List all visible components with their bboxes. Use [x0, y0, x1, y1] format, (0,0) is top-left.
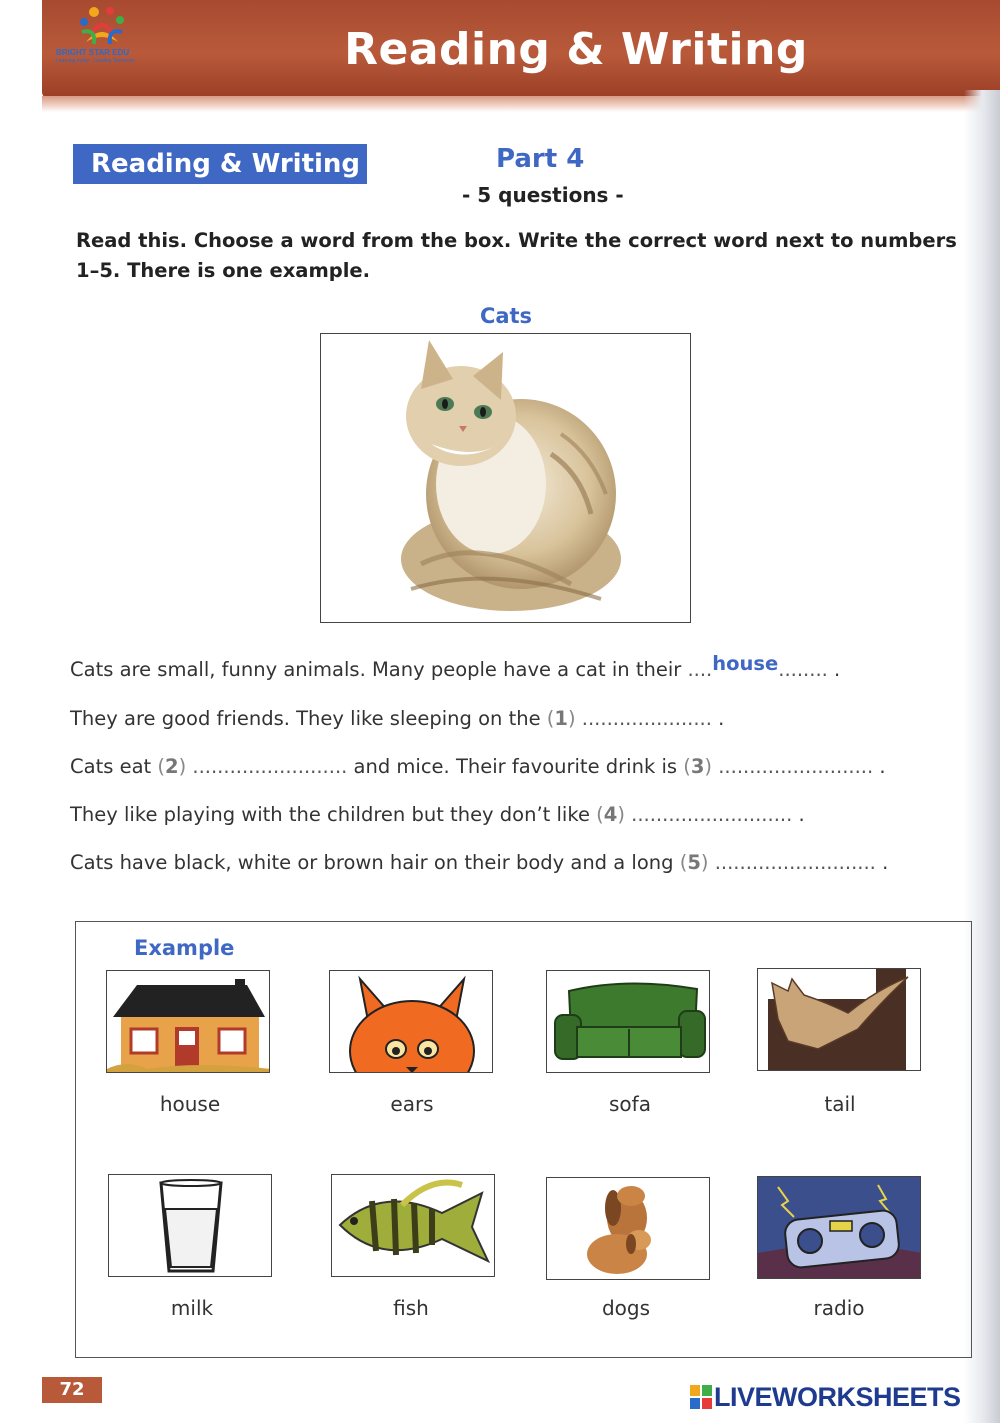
dogs-icon [547, 1178, 710, 1280]
word-ears: ears [390, 1092, 434, 1116]
sofa-icon [547, 971, 710, 1073]
cat-tail-icon [758, 969, 921, 1071]
word-fish: fish [393, 1296, 429, 1320]
question-number: 4 [603, 803, 618, 826]
answer-blank-1[interactable]: ..................... [581, 707, 712, 730]
house-icon [107, 971, 270, 1073]
question-number: 1 [554, 707, 568, 730]
reading-title: Cats [479, 304, 533, 328]
sentence-4: They like playing with the children but they don’t like (4) .......................... . [70, 803, 805, 826]
page-title: Reading & Writing [344, 24, 808, 75]
answer-blank: ........ [778, 658, 828, 681]
question-number: 5 [687, 851, 701, 874]
liveworksheets-brand [690, 1382, 961, 1413]
glass-icon [109, 1175, 272, 1277]
answer-blank-4[interactable]: .......................... [631, 803, 793, 826]
instructions: Read this. Choose a word from the box. Write the correct word next to numbers 1–5. There is one example. [76, 229, 957, 282]
radio-picture [757, 1176, 921, 1279]
word-milk: milk [170, 1296, 214, 1320]
example-answer: house [712, 652, 779, 675]
logo-subtitle: Learning today - Leading Tomorrow [56, 58, 135, 64]
word-radio: radio [813, 1296, 865, 1320]
question-number: 3 [690, 755, 705, 778]
house-picture [106, 970, 270, 1073]
sentence-end: . [792, 803, 805, 826]
tail-picture [757, 968, 921, 1071]
sentence-example [70, 652, 841, 681]
sofa-picture [546, 970, 710, 1073]
answer-blank-5[interactable]: .......................... [714, 851, 876, 874]
section-label: Reading & Writing [73, 144, 367, 184]
answer-blank-3[interactable]: ......................... [718, 755, 874, 778]
fish-picture [331, 1174, 495, 1277]
dogs-picture [546, 1177, 710, 1280]
part-subtitle: - 5 questions - [462, 183, 624, 207]
sentence-2-3: Cats eat (2) ......................... and mice. Their favourite drink is (3) ......................... . [70, 755, 886, 778]
sentence-end: . [875, 851, 889, 874]
cat-ears-icon [330, 971, 493, 1073]
question-number: 2 [164, 755, 179, 778]
cat-picture [320, 333, 691, 623]
logo-text: BRIGHT STAR EDU [56, 48, 130, 57]
word-sofa: sofa [609, 1092, 651, 1116]
example-label: Example [134, 936, 235, 960]
sentence-text: and mice. Their favourite drink is [347, 755, 684, 778]
page-number: 72 [42, 1377, 102, 1403]
sentence-end: . [827, 658, 841, 681]
ears-picture [329, 970, 493, 1073]
sentence-5: Cats have black, white or brown hair on their body and a long (5) .......................... . [70, 851, 889, 874]
sentence-text: Cats are small, funny animals. Many people have a cat in their [70, 658, 688, 681]
sentence-1: They are good friends. They like sleeping on the (1) ..................... . [70, 707, 725, 730]
sentence-end: . [711, 707, 725, 730]
word-dogs: dogs [601, 1296, 651, 1320]
radio-icon [758, 1177, 921, 1279]
part-title: Part 4 [496, 144, 585, 174]
sentence-end: . [873, 755, 886, 778]
answer-blank: .... [687, 658, 713, 681]
answer-blank-2[interactable]: ......................... [192, 755, 348, 778]
sentence-text: Cats have black, white or brown hair on their body and a long [70, 851, 680, 874]
fish-icon [332, 1175, 495, 1277]
sentence-text: They are good friends. They like sleeping on the [70, 707, 547, 730]
milk-picture [108, 1174, 272, 1277]
sentence-text: Cats eat [70, 755, 158, 778]
liveworksheets-logo-icon [690, 1385, 712, 1409]
word-tail: tail [824, 1092, 856, 1116]
brand-text: LIVEWORKSHEETS [714, 1382, 961, 1412]
sentence-text: They like playing with the children but they don’t like [70, 803, 597, 826]
word-house: house [159, 1092, 221, 1116]
header-banner [42, 0, 1000, 98]
cat-illustration-icon [321, 334, 689, 621]
